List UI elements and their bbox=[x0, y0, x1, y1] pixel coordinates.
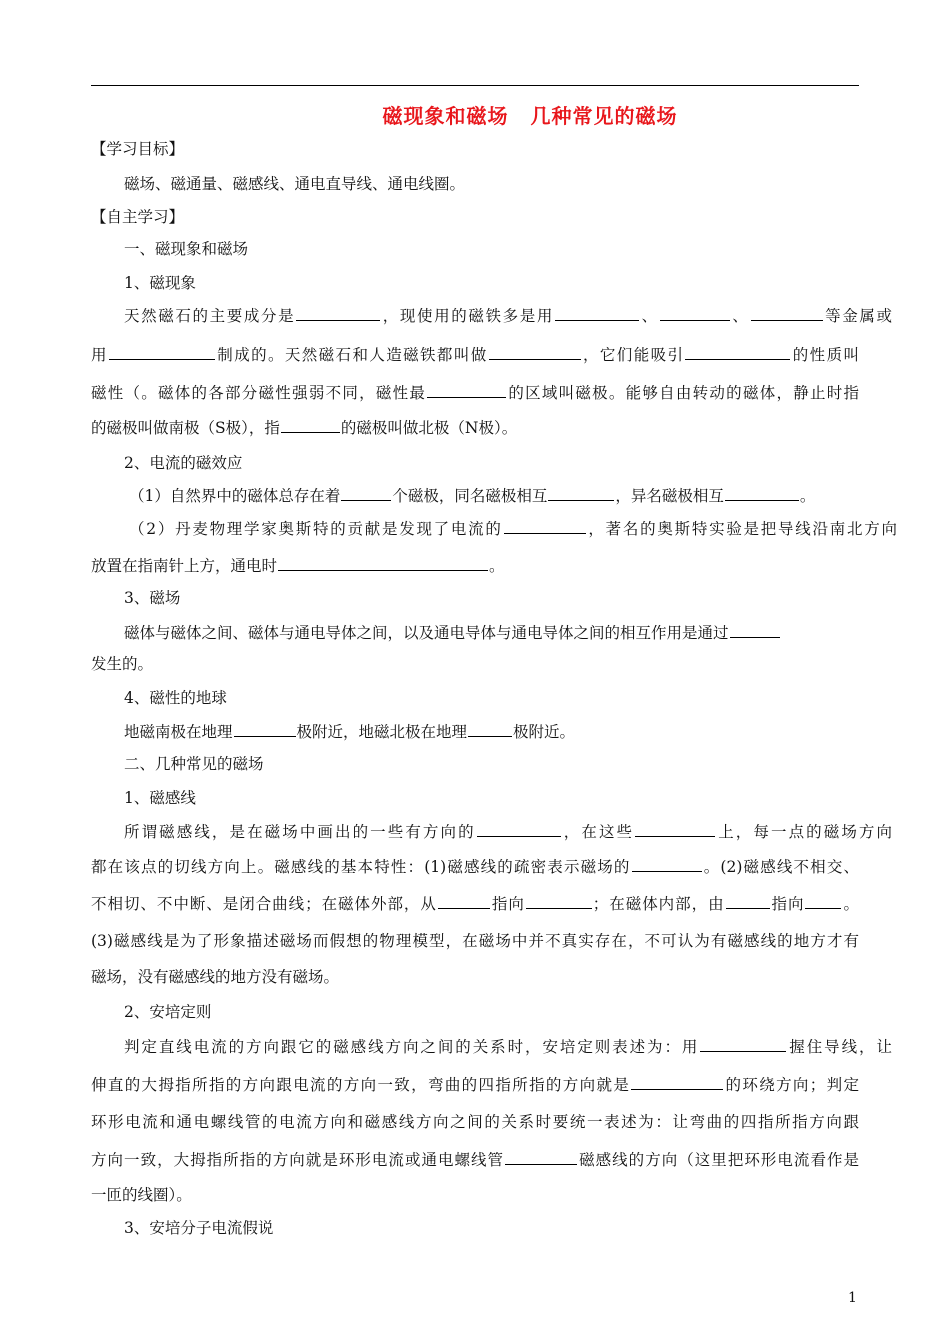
fill-in-blank[interactable] bbox=[341, 485, 391, 501]
text-segment: 磁场，没有磁感线的地方没有磁场。 bbox=[91, 968, 340, 986]
fill-in-blank[interactable] bbox=[278, 555, 488, 571]
text-segment: 二、几种常见的磁场 bbox=[124, 755, 264, 773]
text-line bbox=[91, 588, 894, 608]
fill-in-blank[interactable] bbox=[631, 1074, 723, 1090]
text-segment: 、 bbox=[730, 307, 750, 325]
fill-in-blank[interactable] bbox=[477, 821, 561, 837]
fill-in-blank[interactable] bbox=[504, 518, 586, 534]
text-segment: 个磁极，同名磁极相互 bbox=[392, 487, 548, 505]
text-segment: ；在磁体内部，由 bbox=[592, 895, 725, 913]
text-segment: 磁感线的方向（这里把环形电流看作是 bbox=[578, 1151, 859, 1169]
text-segment: 一、磁现象和磁场 bbox=[124, 240, 249, 258]
text-line bbox=[91, 382, 859, 403]
text-segment: 都在该点的切线方向上。磁感线的基本特性：(1)磁感线的疏密表示磁场的 bbox=[91, 858, 631, 876]
text-segment: 的环绕方向；判定 bbox=[724, 1076, 859, 1094]
text-line bbox=[91, 1149, 859, 1170]
text-line bbox=[91, 821, 892, 842]
text-segment: 3、磁场 bbox=[124, 589, 181, 607]
text-segment: 天然磁石的主要成分是 bbox=[124, 307, 296, 325]
text-segment: ，著名的奥斯特实验是把导线沿南北方向 bbox=[586, 520, 897, 538]
text-segment: 。 bbox=[842, 895, 859, 913]
text-line bbox=[91, 305, 892, 326]
fill-in-blank[interactable] bbox=[700, 1036, 786, 1052]
title-part-1: 磁现象和磁场 bbox=[382, 104, 509, 128]
text-line bbox=[91, 1002, 894, 1022]
text-segment: 的区域叫磁极。能够自由转动的磁体，静止时指 bbox=[507, 384, 859, 402]
fill-in-blank[interactable] bbox=[234, 721, 296, 737]
text-line bbox=[91, 688, 894, 708]
text-segment: 判定直线电流的方向跟它的磁感线方向之间的关系时，安培定则表述为：用 bbox=[124, 1038, 700, 1056]
fill-in-blank[interactable] bbox=[548, 485, 614, 501]
text-line bbox=[91, 555, 861, 576]
header-rule bbox=[91, 85, 859, 86]
text-segment: 磁性（。磁体的各部分磁性强弱不同，磁性最 bbox=[91, 384, 427, 402]
text-line bbox=[91, 1036, 892, 1057]
text-segment: 的磁极叫做南极（S极），指 bbox=[91, 419, 280, 437]
text-segment: ，异名磁极相互 bbox=[615, 487, 724, 505]
fill-in-blank[interactable] bbox=[726, 893, 770, 909]
text-segment: 2、安培定则 bbox=[124, 1003, 212, 1021]
text-line bbox=[91, 518, 897, 539]
fill-in-blank[interactable] bbox=[505, 1149, 577, 1165]
fill-in-blank[interactable] bbox=[427, 382, 506, 398]
text-line bbox=[91, 721, 894, 742]
text-segment: 、 bbox=[640, 307, 659, 325]
text-line bbox=[91, 654, 861, 674]
fill-in-blank[interactable] bbox=[281, 417, 340, 433]
text-line bbox=[91, 273, 894, 293]
text-line bbox=[91, 485, 899, 506]
fill-in-blank[interactable] bbox=[489, 344, 581, 360]
fill-in-blank[interactable] bbox=[438, 893, 490, 909]
text-segment: ，它们能吸引 bbox=[581, 346, 685, 364]
text-line bbox=[91, 1185, 861, 1205]
fill-in-blank[interactable] bbox=[555, 305, 639, 321]
text-segment: 的磁极叫做北极（N极）。 bbox=[340, 419, 518, 437]
text-segment: 发生的。 bbox=[91, 655, 154, 673]
text-segment: 指向 bbox=[770, 895, 805, 913]
text-line bbox=[91, 967, 861, 987]
text-segment: 3、安培分子电流假说 bbox=[124, 1219, 274, 1237]
text-segment: (3)磁感线是为了形象描述磁场而假想的物理模型，在磁场中并不真实存在，不可认为有磁感线的地方才有 bbox=[91, 932, 859, 950]
text-segment: 方向一致，大拇指所指的方向就是环形电流或通电螺线管 bbox=[91, 1151, 505, 1169]
text-segment: 上，每一点的磁场方向 bbox=[716, 823, 892, 841]
text-segment: 所谓磁感线，是在磁场中画出的一些有方向的 bbox=[124, 823, 476, 841]
text-segment: 地磁南极在地理 bbox=[124, 723, 233, 741]
text-segment: 1、磁感线 bbox=[124, 789, 196, 807]
text-segment: 握住导线，让 bbox=[787, 1038, 892, 1056]
text-segment: 。 bbox=[489, 557, 505, 575]
fill-in-blank[interactable] bbox=[685, 344, 790, 360]
text-segment: 指向 bbox=[490, 895, 525, 913]
fill-in-blank[interactable] bbox=[725, 485, 799, 501]
text-segment: 。(2)磁感线不相交、 bbox=[702, 858, 859, 876]
text-line bbox=[91, 207, 861, 227]
text-line bbox=[91, 139, 861, 159]
text-segment: 【自主学习】 bbox=[91, 208, 185, 226]
fill-in-blank[interactable] bbox=[805, 893, 841, 909]
text-segment: 用 bbox=[91, 346, 108, 364]
text-segment: 。 bbox=[799, 487, 816, 505]
text-line bbox=[91, 453, 894, 473]
title-part-2: 几种常见的磁场 bbox=[530, 104, 678, 128]
text-segment: （2）丹麦物理学家奥斯特的贡献是发现了电流的 bbox=[129, 520, 503, 538]
text-segment: 一匝的线圈）。 bbox=[91, 1186, 192, 1204]
fill-in-blank[interactable] bbox=[296, 305, 380, 321]
text-line bbox=[91, 754, 894, 774]
text-line bbox=[91, 1074, 859, 1095]
text-segment: 伸直的大拇指所指的方向跟电流的方向一致，弯曲的四指所指的方向就是 bbox=[91, 1076, 631, 1094]
fill-in-blank[interactable] bbox=[730, 622, 780, 638]
fill-in-blank[interactable] bbox=[751, 305, 823, 321]
text-segment: ，现使用的磁铁多是用 bbox=[381, 307, 554, 325]
text-line bbox=[91, 931, 859, 951]
text-segment: 2、电流的磁效应 bbox=[124, 454, 243, 472]
text-line bbox=[91, 174, 894, 194]
text-line bbox=[91, 856, 859, 877]
text-segment: ，在这些 bbox=[561, 823, 635, 841]
text-segment: 磁体与磁体之间、磁体与通电导体之间，以及通电导体与通电导体之间的相互作用是通过 bbox=[124, 624, 729, 642]
text-line bbox=[91, 788, 894, 808]
text-segment: （1）自然界中的磁体总存在着 bbox=[129, 487, 341, 505]
text-segment: 【学习目标】 bbox=[91, 140, 185, 158]
text-line bbox=[91, 1112, 859, 1132]
text-line bbox=[91, 893, 859, 914]
fill-in-blank[interactable] bbox=[109, 344, 215, 360]
text-segment: 不相切、不中断、是闭合曲线；在磁体外部，从 bbox=[91, 895, 437, 913]
text-segment: 4、磁性的地球 bbox=[124, 689, 227, 707]
text-segment: 极附近，地磁北极在地理 bbox=[296, 723, 468, 741]
text-line bbox=[91, 239, 894, 259]
text-line bbox=[91, 344, 859, 365]
fill-in-blank[interactable] bbox=[632, 856, 702, 872]
text-segment: 磁场、磁通量、磁感线、通电直导线、通电线圈。 bbox=[124, 175, 466, 193]
text-segment: 等金属或 bbox=[823, 307, 892, 325]
fill-in-blank[interactable] bbox=[660, 305, 730, 321]
text-segment: 制成的。天然磁石和人造磁铁都叫做 bbox=[215, 346, 488, 364]
text-segment: 放置在指南针上方，通电时 bbox=[91, 557, 278, 575]
fill-in-blank[interactable] bbox=[526, 893, 592, 909]
text-line bbox=[91, 622, 894, 643]
text-segment: 极附近。 bbox=[513, 723, 576, 741]
text-segment: 1、磁现象 bbox=[124, 274, 196, 292]
text-segment: 环形电流和通电螺线管的电流方向和磁感线方向之间的关系时要统一表述为：让弯曲的四指所指方向跟 bbox=[91, 1113, 859, 1131]
page-title bbox=[0, 100, 950, 129]
text-line bbox=[91, 1218, 894, 1238]
page-number: 1 bbox=[848, 1290, 857, 1306]
text-line bbox=[91, 417, 861, 438]
fill-in-blank[interactable] bbox=[468, 721, 512, 737]
fill-in-blank[interactable] bbox=[635, 821, 715, 837]
text-segment: 的性质叫 bbox=[791, 346, 859, 364]
